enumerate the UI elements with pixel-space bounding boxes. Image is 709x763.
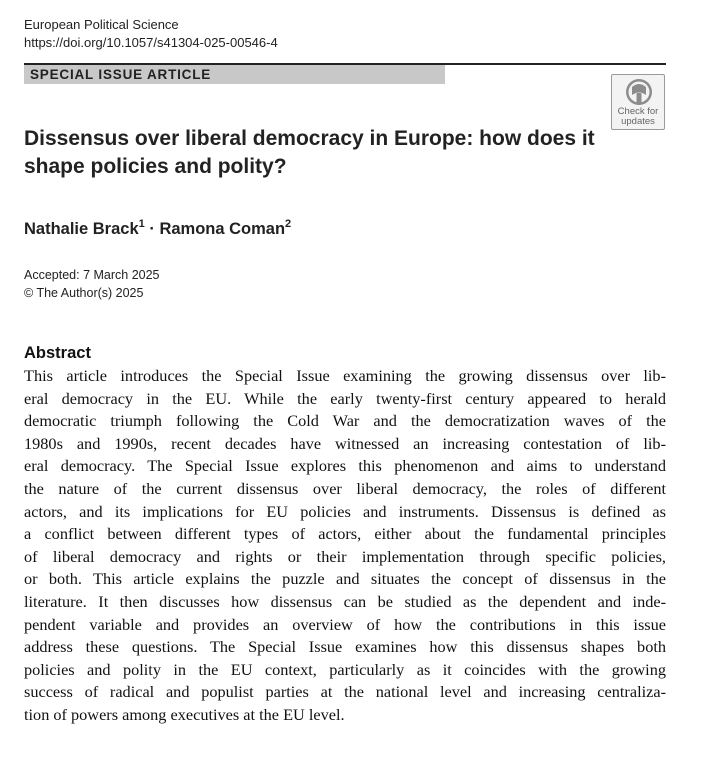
author-name[interactable]: Ramona Coman [159, 220, 286, 238]
accepted-date: Accepted: 7 March 2025 [24, 268, 160, 282]
abstract-line: policies and polity in the EU context, particularly as it coincides with the growing [24, 659, 666, 679]
abstract-heading: Abstract [24, 344, 91, 362]
abstract-line: This article introduces the Special Issue examining the growing dissensus over lib- [24, 366, 666, 385]
author-name[interactable]: Nathalie Brack [24, 220, 139, 238]
badge-label-line1: Check for [617, 106, 659, 117]
affiliation-marker[interactable]: 1 [138, 218, 145, 230]
copyright-notice: © The Author(s) 2025 [24, 286, 144, 300]
article-title-line2: shape policies and polity? [24, 155, 287, 178]
badge-label [612, 107, 664, 127]
abstract-line: address these questions. The Special Issue examines how this dissensus shapes both [24, 637, 666, 657]
abstract-line: literature. It then discusses how dissensus can be studied as the dependent and inde- [24, 591, 666, 611]
check-for-updates-badge[interactable] [611, 74, 665, 130]
abstract-line: actors, and its implications for EU policies and instruments. Dissensus is defined as [24, 501, 666, 521]
journal-name: European Political Science [24, 17, 179, 32]
abstract-line: eral democracy in the EU. While the early twenty-first century appeared to herald [24, 388, 666, 408]
abstract-line: the nature of the current dissensus over liberal democracy, the roles of different [24, 478, 666, 498]
abstract-line: or both. This article explains the puzzle and situates the concept of dissensus in the [24, 569, 666, 589]
article-title-line1: Dissensus over liberal democracy in Europe: how does it [24, 127, 595, 150]
abstract-line: success of radical and populist parties at the national level and increasing centraliza- [24, 682, 666, 702]
abstract-line: tion of powers among executives at the EU level. [24, 704, 345, 724]
abstract-line: eral democracy. The Special Issue explores this phenomenon and aims to understand [24, 456, 666, 476]
abstract-line: pendent variable and provides an overview of how the contributions in this issue [24, 614, 666, 634]
author-list [24, 213, 291, 240]
abstract-line: of liberal democracy and rights or their implementation through specific policies, [24, 546, 666, 566]
abstract-line: 1980s and 1990s, recent decades have witnessed an increasing contestation of lib- [24, 433, 666, 453]
doi-link[interactable]: https://doi.org/10.1057/s41304-025-00546-4 [24, 35, 278, 50]
abstract-text [24, 365, 666, 727]
badge-label-line2: updates [621, 116, 655, 127]
abstract-line: democratic triumph following the Cold War and the democratization waves of the [24, 411, 666, 431]
article-type-banner: SPECIAL ISSUE ARTICLE [24, 65, 445, 84]
crossmark-icon [625, 78, 653, 106]
abstract-line: a conflict between different types of actors, either about the fundamental principles [24, 524, 666, 544]
affiliation-marker[interactable]: 2 [285, 218, 292, 230]
author-separator: · [144, 220, 160, 238]
article-title [24, 125, 604, 181]
